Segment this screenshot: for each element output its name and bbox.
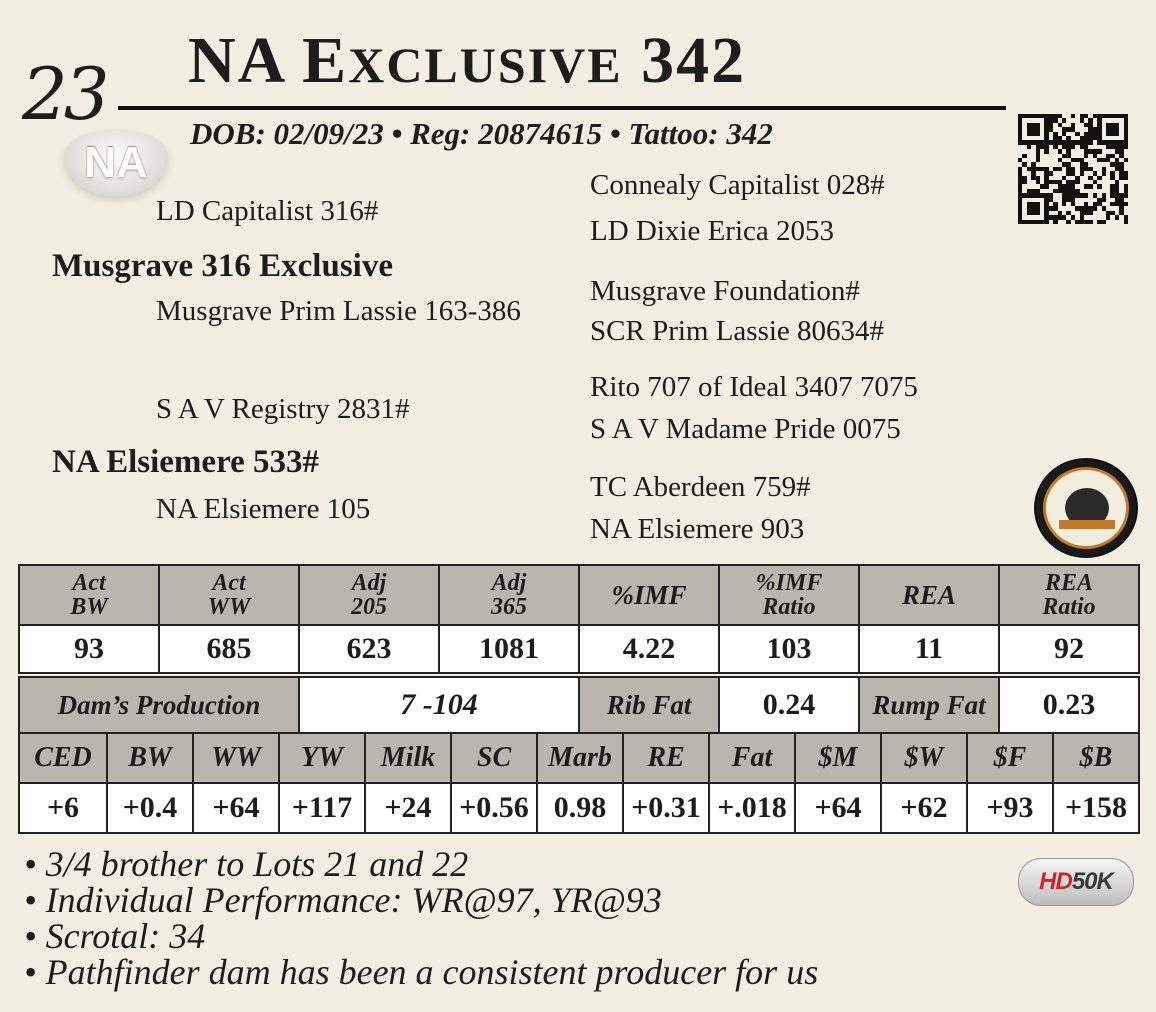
perf-header-line: REA xyxy=(1044,570,1094,596)
certified-seal-icon xyxy=(1034,458,1138,558)
performance-header-row xyxy=(19,565,1139,625)
perf-header-cell xyxy=(719,565,859,625)
qr-code-icon[interactable] xyxy=(1018,114,1128,224)
hd50k-badge-icon xyxy=(1018,858,1134,906)
50k-text: 50K xyxy=(1071,868,1113,895)
perf-value-cell: 1081 xyxy=(439,625,579,673)
na-logo-text: NA xyxy=(84,138,148,187)
epd-header-cell: CED xyxy=(19,733,107,783)
perf-header-cell xyxy=(859,565,999,625)
perf-value-cell: 103 xyxy=(719,625,859,673)
epd-value-cell: +0.4 xyxy=(107,783,193,833)
great-grandparent: NA Elsiemere 903 xyxy=(590,513,805,545)
epd-value-cell: +64 xyxy=(193,783,279,833)
epd-header-row xyxy=(19,733,1139,783)
perf-header-cell xyxy=(159,565,299,625)
note-item: • Pathfinder dam has been a consistent producer for us xyxy=(24,952,819,992)
perf-header-line: Adj xyxy=(351,570,387,596)
epd-header-cell: $M xyxy=(795,733,881,783)
perf-header-cell xyxy=(999,565,1139,625)
sire: Musgrave 316 Exclusive xyxy=(52,248,393,284)
perf-header-line: 205 xyxy=(351,594,387,620)
perf-value-cell: 11 xyxy=(859,625,999,673)
perf-header-line: Adj xyxy=(491,570,527,596)
epd-value-cell: +24 xyxy=(365,783,451,833)
dams-production-value: 7 -104 xyxy=(299,677,579,733)
epd-header-cell: RE xyxy=(623,733,709,783)
notes-list xyxy=(24,846,818,990)
perf-header-line: WW xyxy=(207,594,251,620)
dams-production-label: Dam’s Production xyxy=(19,677,299,733)
na-brand-logo xyxy=(64,130,168,196)
rump-fat-label: Rump Fat xyxy=(859,677,999,733)
qr-module xyxy=(1124,220,1128,224)
epd-value-cell: +0.31 xyxy=(623,783,709,833)
note-item: • 3/4 brother to Lots 21 and 22 xyxy=(24,844,469,884)
perf-header-line: Ratio xyxy=(762,594,816,620)
epd-header-cell: $W xyxy=(881,733,967,783)
lot-number: 23 xyxy=(22,52,106,136)
great-grandparent: S A V Madame Pride 0075 xyxy=(590,413,901,445)
seal-ring xyxy=(1043,467,1129,549)
rib-fat-value: 0.24 xyxy=(719,677,859,733)
epd-header-cell: WW xyxy=(193,733,279,783)
epd-header-cell: SC xyxy=(451,733,537,783)
perf-header-line: REA xyxy=(901,579,957,610)
epd-header-cell: $B xyxy=(1053,733,1139,783)
epd-value-cell: +117 xyxy=(279,783,365,833)
epd-value-cell: 0.98 xyxy=(537,783,623,833)
epd-header-cell: $F xyxy=(967,733,1053,783)
epd-value-cell: +62 xyxy=(881,783,967,833)
perf-header-line: BW xyxy=(70,594,108,620)
dam-sire: S A V Registry 2831# xyxy=(156,393,410,425)
perf-value-cell: 93 xyxy=(19,625,159,673)
animal-info: DOB: 02/09/23 • Reg: 20874615 • Tattoo: 342 xyxy=(190,116,773,151)
perf-value-cell: 623 xyxy=(299,625,439,673)
great-grandparent: Musgrave Foundation# xyxy=(590,275,860,307)
epd-header-cell: Marb xyxy=(537,733,623,783)
perf-value-cell: 92 xyxy=(999,625,1139,673)
perf-value-cell: 4.22 xyxy=(579,625,719,673)
perf-header-line: Ratio xyxy=(1042,594,1096,620)
performance-value-row xyxy=(19,625,1139,673)
sire-sire: LD Capitalist 316# xyxy=(156,195,379,227)
epd-value-cell: +.018 xyxy=(709,783,795,833)
epd-header-cell: YW xyxy=(279,733,365,783)
production-table xyxy=(18,676,1140,734)
epd-value-row xyxy=(19,783,1139,833)
great-grandparent: LD Dixie Erica 2053 xyxy=(590,215,835,247)
rib-fat-label: Rib Fat xyxy=(579,677,719,733)
great-grandparent: TC Aberdeen 759# xyxy=(590,471,811,503)
perf-header-cell xyxy=(439,565,579,625)
hd-text: HD xyxy=(1039,868,1072,895)
epd-header-cell: Milk xyxy=(365,733,451,783)
note-item: • Individual Performance: WR@97, YR@93 xyxy=(24,880,662,920)
perf-header-cell xyxy=(299,565,439,625)
animal-name-number: 342 xyxy=(622,24,747,97)
epd-value-cell: +6 xyxy=(19,783,107,833)
animal-name xyxy=(188,24,747,97)
great-grandparent: Connealy Capitalist 028# xyxy=(590,169,885,201)
perf-header-cell xyxy=(19,565,159,625)
great-grandparent: SCR Prim Lassie 80634# xyxy=(590,315,885,347)
perf-value-cell: 685 xyxy=(159,625,299,673)
rump-fat-value: 0.23 xyxy=(999,677,1139,733)
perf-header-line: %IMF xyxy=(755,570,823,596)
great-grandparent: Rito 707 of Ideal 3407 7075 xyxy=(590,371,918,403)
epd-value-cell: +158 xyxy=(1053,783,1139,833)
epd-value-cell: +64 xyxy=(795,783,881,833)
dam-dam: NA Elsiemere 105 xyxy=(156,493,371,525)
epd-header-cell: Fat xyxy=(709,733,795,783)
animal-name-small: XCLUSIVE xyxy=(348,37,623,93)
production-row xyxy=(19,677,1139,733)
epd-value-cell: +0.56 xyxy=(451,783,537,833)
sire-dam: Musgrave Prim Lassie 163-386 xyxy=(156,295,521,327)
note-item: • Scrotal: 34 xyxy=(24,916,206,956)
perf-header-line: %IMF xyxy=(611,579,687,610)
perf-header-cell xyxy=(579,565,719,625)
animal-name-first: NA E xyxy=(188,24,349,97)
epd-value-cell: +93 xyxy=(967,783,1053,833)
seal-banner xyxy=(1059,520,1115,529)
perf-header-line: 365 xyxy=(491,594,527,620)
epd-table xyxy=(18,732,1140,834)
dam: NA Elsiemere 533# xyxy=(52,444,320,480)
perf-header-line: Act xyxy=(212,570,246,596)
perf-header-line: Act xyxy=(72,570,106,596)
title-rule xyxy=(118,106,1006,110)
epd-header-cell: BW xyxy=(107,733,193,783)
performance-table xyxy=(18,564,1140,674)
